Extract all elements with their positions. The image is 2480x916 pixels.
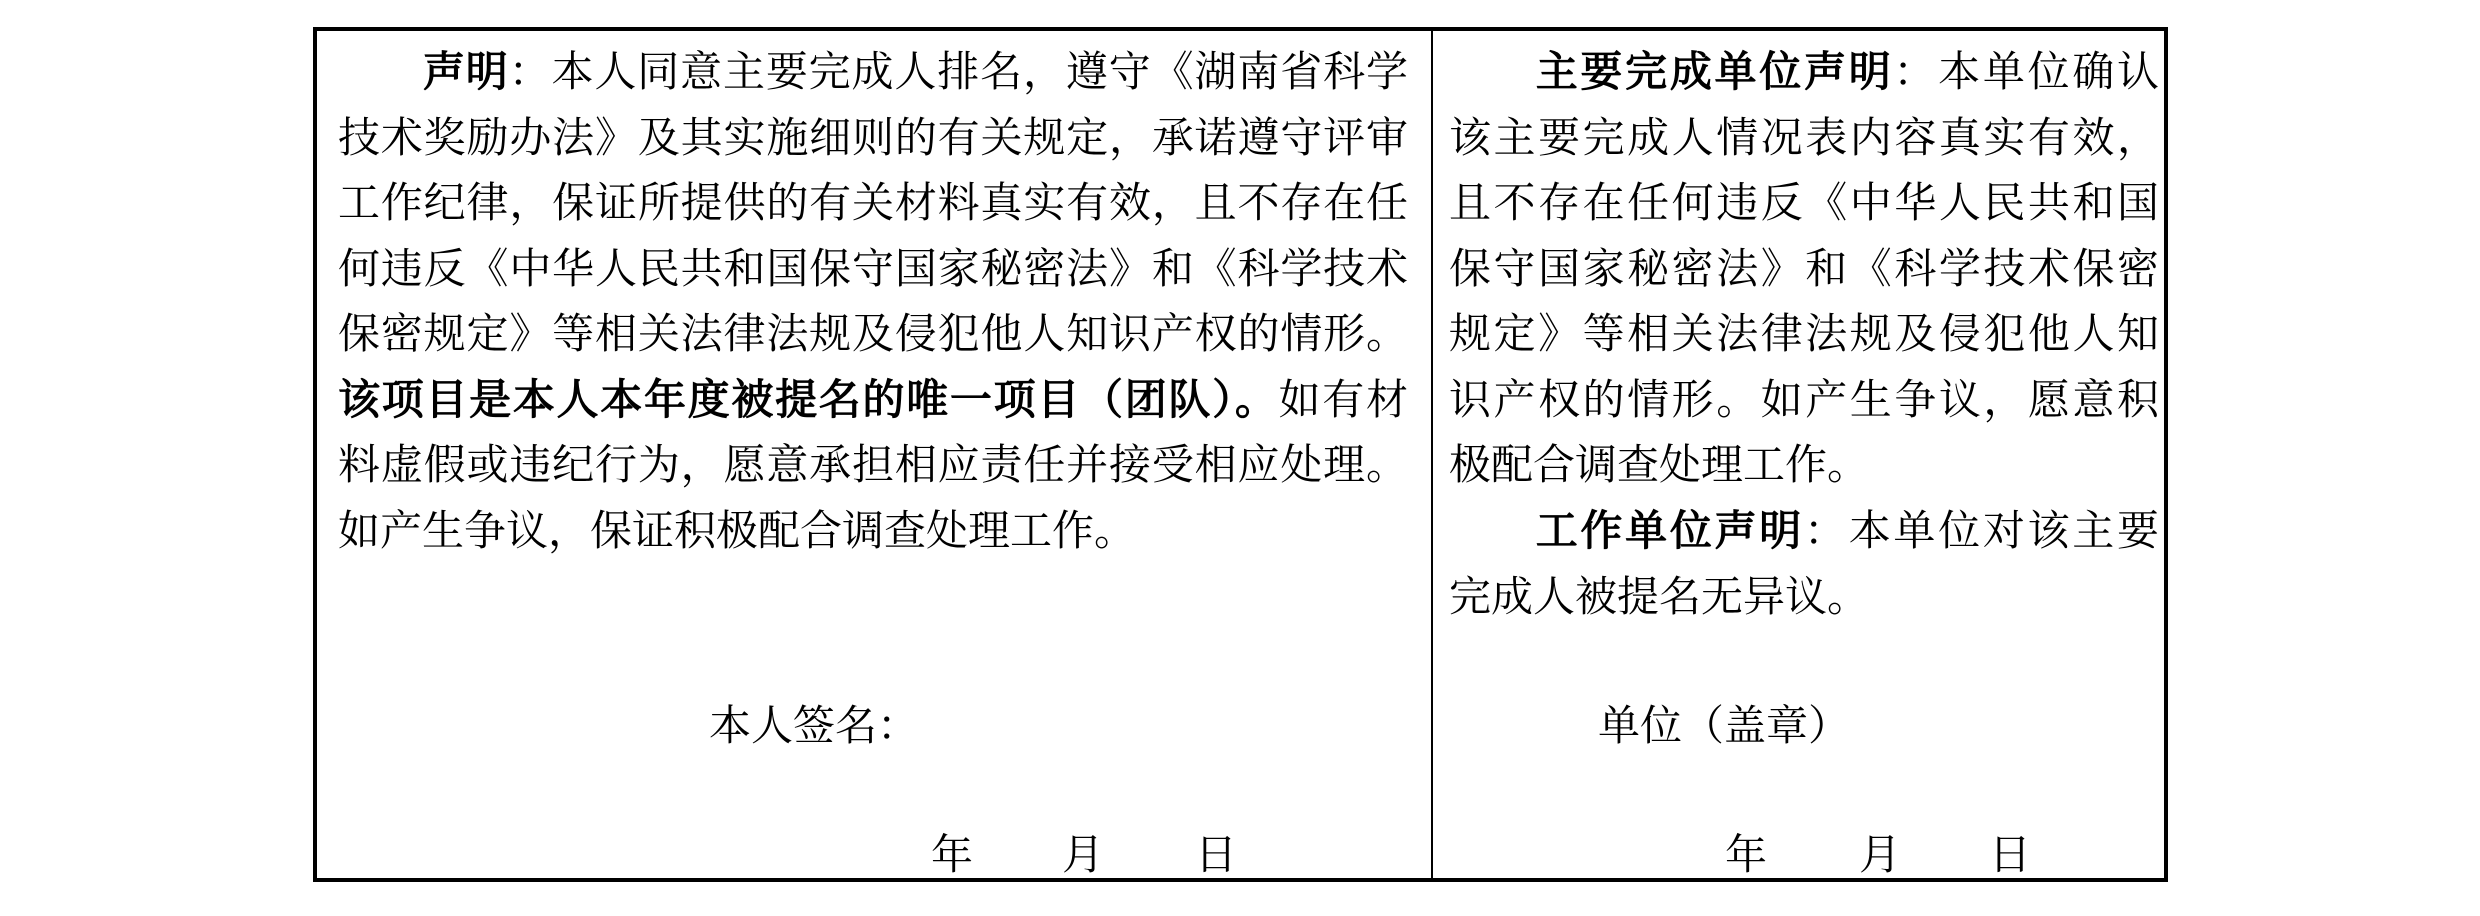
date-day-label: 日: [1989, 830, 2032, 879]
unit-declaration-cell: [1433, 31, 2164, 878]
declaration-table: [313, 27, 2168, 882]
personal-declaration-heading: 声明: [422, 47, 509, 96]
work-unit-declaration-text: ：本单位对该主要完成人被提名无异议。: [1449, 506, 2159, 621]
unique-project-statement: 该项目是本人本年度被提名的唯一项目（团队）。: [338, 374, 1279, 424]
main-unit-declaration-text: ：本单位确认该主要完成人情况表内容真实有效，且不存在任何违反《中华人民共和国保守国家秘密法》和《科学技术保密规定》等相关法律法规及侵犯他人知识产权的情形。如产生争议，愿意积极配合调查处理工作。: [1449, 47, 2159, 489]
date-year-label: 年: [931, 830, 974, 879]
main-unit-declaration-heading: 主要完成单位声明: [1533, 47, 1894, 96]
personal-declaration-cell: [317, 31, 1431, 878]
date-day-label: 日: [1195, 830, 1238, 879]
personal-declaration-paragraph: [338, 39, 1408, 563]
unit-seal-label: 单位（盖章）: [1598, 701, 1851, 750]
main-unit-declaration-paragraph: [1449, 39, 2159, 498]
date-month-label: 月: [1062, 830, 1105, 879]
work-unit-declaration-heading: 工作单位声明: [1533, 506, 1804, 555]
date-month-label: 月: [1859, 830, 1902, 879]
personal-declaration-text: ：本人同意主要完成人排名，遵守《湖南省科学技术奖励办法》及其实施细则的有关规定，承诺遵守评审工作纪律，保证所提供的有关材料真实有效，且不存在任何违反《中华人民共和国保守国家秘密法》和《科学技术保密规定》等相关法律法规及侵犯他人知识产权的情形。: [338, 47, 1408, 358]
personal-declaration-text-continued: 如有材料虚假或违纪行为，愿意承担相应责任并接受相应处理。如产生争议，保证积极配合调查处理工作。: [338, 374, 1408, 555]
signature-label: 本人签名：: [709, 701, 920, 750]
personal-date-line: [317, 822, 1431, 879]
date-year-label: 年: [1725, 830, 1768, 879]
work-unit-declaration-paragraph: [1449, 498, 2159, 629]
unit-date-line: [1433, 822, 2164, 879]
